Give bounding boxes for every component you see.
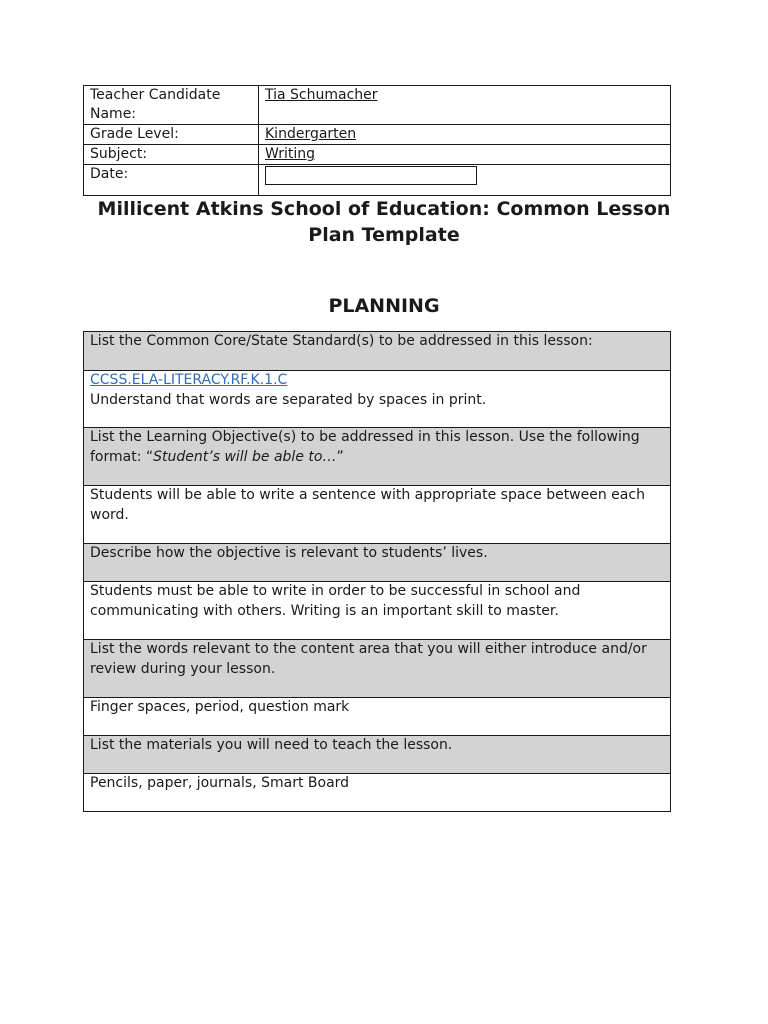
relevance-answer-row — [84, 582, 671, 640]
grade-value-cell — [259, 125, 671, 145]
materials-answer: Pencils, paper, journals, Smart Board — [84, 774, 671, 812]
grade-label: Grade Level: — [84, 125, 259, 145]
vocab-prompt: List the words relevant to the content area that you will either introduce and/or review during your lesson. — [84, 640, 671, 698]
materials-prompt-row — [84, 736, 671, 774]
candidate-value-cell — [259, 86, 671, 125]
document-title: Millicent Atkins School of Education: Common Lesson Plan Template — [97, 198, 671, 246]
objective-prompt: List the Learning Objective(s) to be addressed in this lesson. Use the following format: “ — [90, 429, 640, 465]
materials-prompt: List the materials you will need to teach the lesson. — [84, 736, 671, 774]
vocab-answer: Finger spaces, period, question mark — [84, 698, 671, 736]
materials-answer-row — [84, 774, 671, 812]
objective-prompt-cell — [84, 428, 671, 486]
planning-table — [83, 331, 671, 812]
grade-value: Kindergarten — [265, 126, 357, 142]
objective-prompt-row — [84, 428, 671, 486]
date-label: Date: — [84, 165, 259, 196]
vocab-answer-row — [84, 698, 671, 736]
objective-prompt-format: Student’s will be able to… — [153, 448, 337, 465]
subject-label: Subject: — [84, 145, 259, 165]
planning-heading: PLANNING — [328, 295, 440, 317]
standards-answer-row — [84, 371, 671, 428]
candidate-label: Teacher Candidate Name: — [84, 86, 259, 125]
relevance-answer: Students must be able to write in order to be successful in school and communicating with others. Writing is an important skill to master. — [84, 582, 671, 640]
candidate-info-table — [83, 85, 671, 196]
info-row-grade — [84, 125, 671, 145]
info-row-candidate — [84, 86, 671, 125]
candidate-value: Tia Schumacher — [265, 87, 378, 103]
info-row-subject — [84, 145, 671, 165]
standards-prompt: List the Common Core/State Standard(s) to be addressed in this lesson: — [84, 332, 671, 371]
date-value-cell — [259, 165, 671, 196]
subject-value-cell — [259, 145, 671, 165]
standard-text: Understand that words are separated by spaces in print. — [90, 391, 487, 408]
relevance-prompt-row — [84, 544, 671, 582]
objective-prompt-close: ” — [336, 448, 344, 465]
objective-answer-row — [84, 486, 671, 544]
standards-answer-cell — [84, 371, 671, 428]
subject-value: Writing — [265, 146, 315, 162]
standard-link[interactable]: CCSS.ELA-LITERACY.RF.K.1.C — [90, 372, 288, 388]
vocab-prompt-row — [84, 640, 671, 698]
relevance-prompt: Describe how the objective is relevant to students’ lives. — [84, 544, 671, 582]
objective-answer: Students will be able to write a sentence with appropriate space between each word. — [84, 486, 671, 544]
standards-prompt-row — [84, 332, 671, 371]
info-row-date — [84, 165, 671, 196]
date-field[interactable] — [265, 166, 477, 185]
